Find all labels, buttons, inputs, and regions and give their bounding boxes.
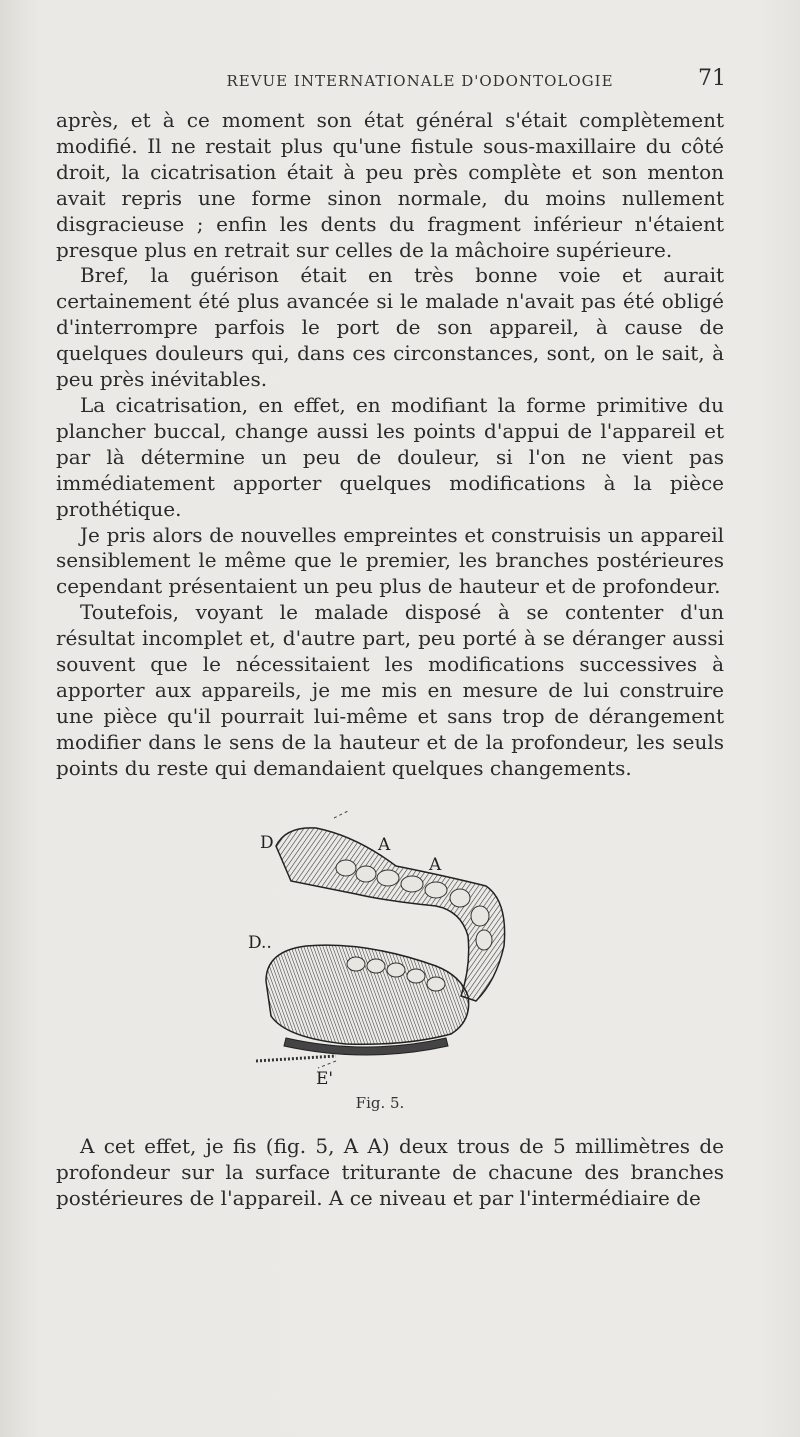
body-text-continued [56, 1134, 724, 1212]
paragraph: A cet effet, je fis (fig. 5, A A) deux trous de 5 millimètres de profondeur sur la surface triturante de chacune des branches postérieures de l'appareil. A ce niveau et par l'intermédiaire de [56, 1134, 724, 1210]
dental-appliance-engraving [246, 806, 516, 1096]
figure-caption: Fig. 5. [355, 1094, 405, 1112]
paragraph: Toutefois, voyant le malade disposé à se contenter d'un résultat incomplet et, d'autre part, peu porté à se déranger aussi souvent que le nécessitaient les modifications successives à apporter aux appareils, je me mis en mesure de lui construire une pièce qu'il pourrait lui-même et sans trop de dérangement modifier dans le sens de la hauteur et de la profondeur, les seuls points du reste qui demandaient quelques changements. [56, 600, 724, 780]
running-head: REVUE INTERNATIONALE D'ODONTOLOGIE [226, 72, 614, 90]
paragraph: La cicatrisation, en effet, en modifiant la forme primitive du plancher buccal, change aussi les points d'appui de l'appareil et par là détermine un peu de douleur, si l'on ne vient pas immédiatement apporter quelques modifications à la pièce prothétique. [56, 392, 724, 521]
figure-label-d-mid: D.. [248, 933, 272, 953]
paragraph: après, et à ce moment son état général s'était complètement modifié. Il ne restait plus qu'une fistule sous-maxillaire du côté droit, la cicatrisation était à peu près complète et son menton avait repris une forme sinon normale, du moins nullement disgracieuse ; enfin les dents du fragment inférieur n'étaient presque plus en retrait sur celles de la mâchoire supérieure. [56, 108, 724, 262]
figure-label-a-left: A [378, 835, 391, 855]
figure-label-d-top: D [260, 833, 274, 853]
figure-label-a-right: A [429, 855, 442, 875]
page-number: 71 [698, 66, 726, 91]
figure-label-e-bottom: E' [316, 1069, 334, 1089]
paragraph: Bref, la guérison était en très bonne voie et aurait certainement été plus avancée si le malade n'avait pas été obligé d'interrompre parfois le port de son appareil, à cause de quelques douleurs qui, dans ces circonstances, sont, on le sait, à peu près inévitables. [56, 263, 724, 392]
paragraph: Je pris alors de nouvelles empreintes et construisis un appareil sensiblement le même que le premier, les branches postérieures cependant présentaient un peu plus de hauteur et de profondeur. [56, 522, 724, 599]
body-text [56, 108, 724, 782]
figure-dental-appliance [246, 806, 516, 1096]
